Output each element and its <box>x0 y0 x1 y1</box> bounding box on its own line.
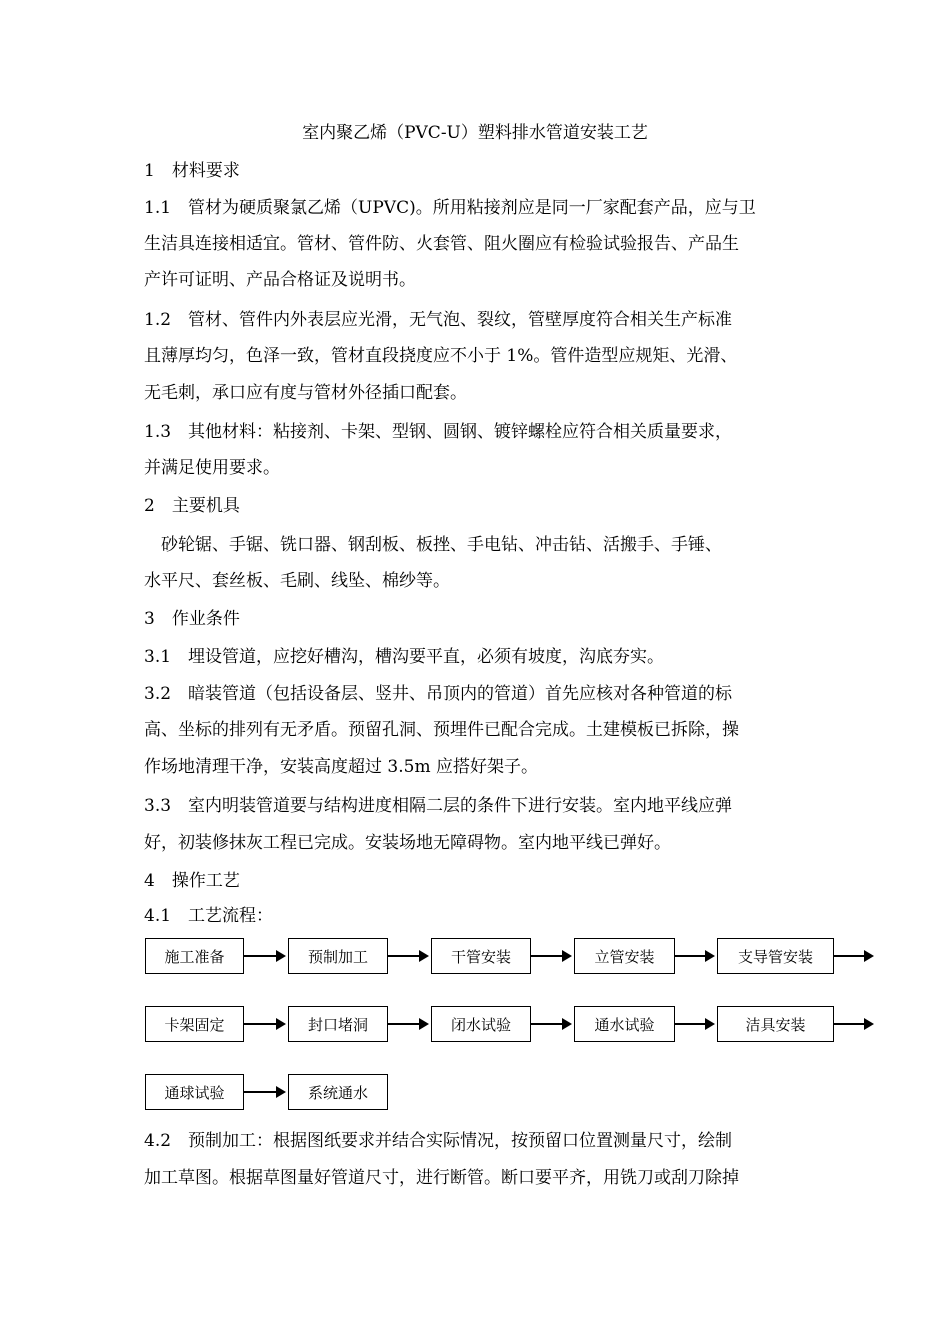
arrow-right-icon <box>531 1023 570 1025</box>
arrow-right-icon <box>244 955 284 957</box>
text-line: 4.2 预制加工：根据图纸要求并结合实际情况，按预留口位置测量尺寸，绘制 <box>144 1131 733 1151</box>
flow-step: 洁具安装 <box>717 1006 834 1042</box>
text-line: 3 作业条件 <box>144 609 240 629</box>
text-line: 1.1 管材为硬质聚氯乙烯（UPVC)。所用粘接剂应是同一厂家配套产品，应与卫 <box>144 198 756 218</box>
flow-step: 预制加工 <box>288 938 388 974</box>
text-line: 1 材料要求 <box>144 161 240 181</box>
text-line: 作场地清理干净，安装高度超过 3.5m 应搭好架子。 <box>144 757 538 777</box>
arrow-right-icon <box>834 1023 872 1025</box>
text-line: 加工草图。根据草图量好管道尺寸，进行断管。断口要平齐，用铣刀或刮刀除掉 <box>144 1168 739 1188</box>
text-line: 4.1 工艺流程： <box>144 906 274 926</box>
arrow-right-icon <box>388 1023 427 1025</box>
flow-step: 通球试验 <box>145 1074 244 1110</box>
flow-step: 卡架固定 <box>145 1006 244 1042</box>
text-line: 水平尺、套丝板、毛刷、线坠、棉纱等。 <box>144 571 450 591</box>
text-line: 2 主要机具 <box>144 496 240 516</box>
arrow-right-icon <box>244 1091 284 1093</box>
flow-step: 闭水试验 <box>431 1006 531 1042</box>
text-line: 4 操作工艺 <box>144 871 240 891</box>
flow-step: 系统通水 <box>288 1074 388 1110</box>
arrow-right-icon <box>388 955 427 957</box>
text-line: 砂轮锯、手锯、铣口器、钢刮板、板挫、手电钻、冲击钻、活搬手、手锤、 <box>144 535 722 555</box>
arrow-right-icon <box>675 955 713 957</box>
flow-step: 支导管安装 <box>717 938 834 974</box>
flow-step: 立管安装 <box>574 938 675 974</box>
text-line: 并满足使用要求。 <box>144 458 280 478</box>
text-line: 3.2 暗装管道（包括设备层、竖井、吊顶内的管道）首先应核对各种管道的标 <box>144 684 733 704</box>
arrow-right-icon <box>244 1023 284 1025</box>
text-line: 1.3 其他材料：粘接剂、卡架、型钢、圆钢、镀锌螺栓应符合相关质量要求， <box>144 422 733 442</box>
document-title: 室内聚乙烯（PVC-U）塑料排水管道安装工艺 <box>302 123 648 143</box>
text-line: 1.2 管材、管件内外表层应光滑，无气泡、裂纹，管壁厚度符合相关生产标准 <box>144 310 733 330</box>
text-line: 好，初装修抹灰工程已完成。安装场地无障碍物。室内地平线已弹好。 <box>144 833 671 853</box>
flow-step: 干管安装 <box>431 938 531 974</box>
arrow-right-icon <box>531 955 570 957</box>
arrow-right-icon <box>675 1023 713 1025</box>
text-line: 生洁具连接相适宜。管材、管件防、火套管、阻火圈应有检验试验报告、产品生 <box>144 234 739 254</box>
flow-step: 通水试验 <box>574 1006 675 1042</box>
text-line: 高、坐标的排列有无矛盾。预留孔洞、预埋件已配合完成。土建模板已拆除，操 <box>144 720 739 740</box>
arrow-right-icon <box>834 955 872 957</box>
text-line: 产许可证明、产品合格证及说明书。 <box>144 270 416 290</box>
flow-step: 施工准备 <box>145 938 244 974</box>
flow-step: 封口堵洞 <box>288 1006 388 1042</box>
text-line: 3.1 埋设管道，应挖好槽沟，槽沟要平直，必须有坡度，沟底夯实。 <box>144 647 665 667</box>
text-line: 3.3 室内明装管道要与结构进度相隔二层的条件下进行安装。室内地平线应弹 <box>144 796 733 816</box>
text-line: 且薄厚均匀，色泽一致，管材直段挠度应不小于 1%。管件造型应规矩、光滑、 <box>144 346 738 366</box>
text-line: 无毛刺，承口应有度与管材外径插口配套。 <box>144 383 467 403</box>
